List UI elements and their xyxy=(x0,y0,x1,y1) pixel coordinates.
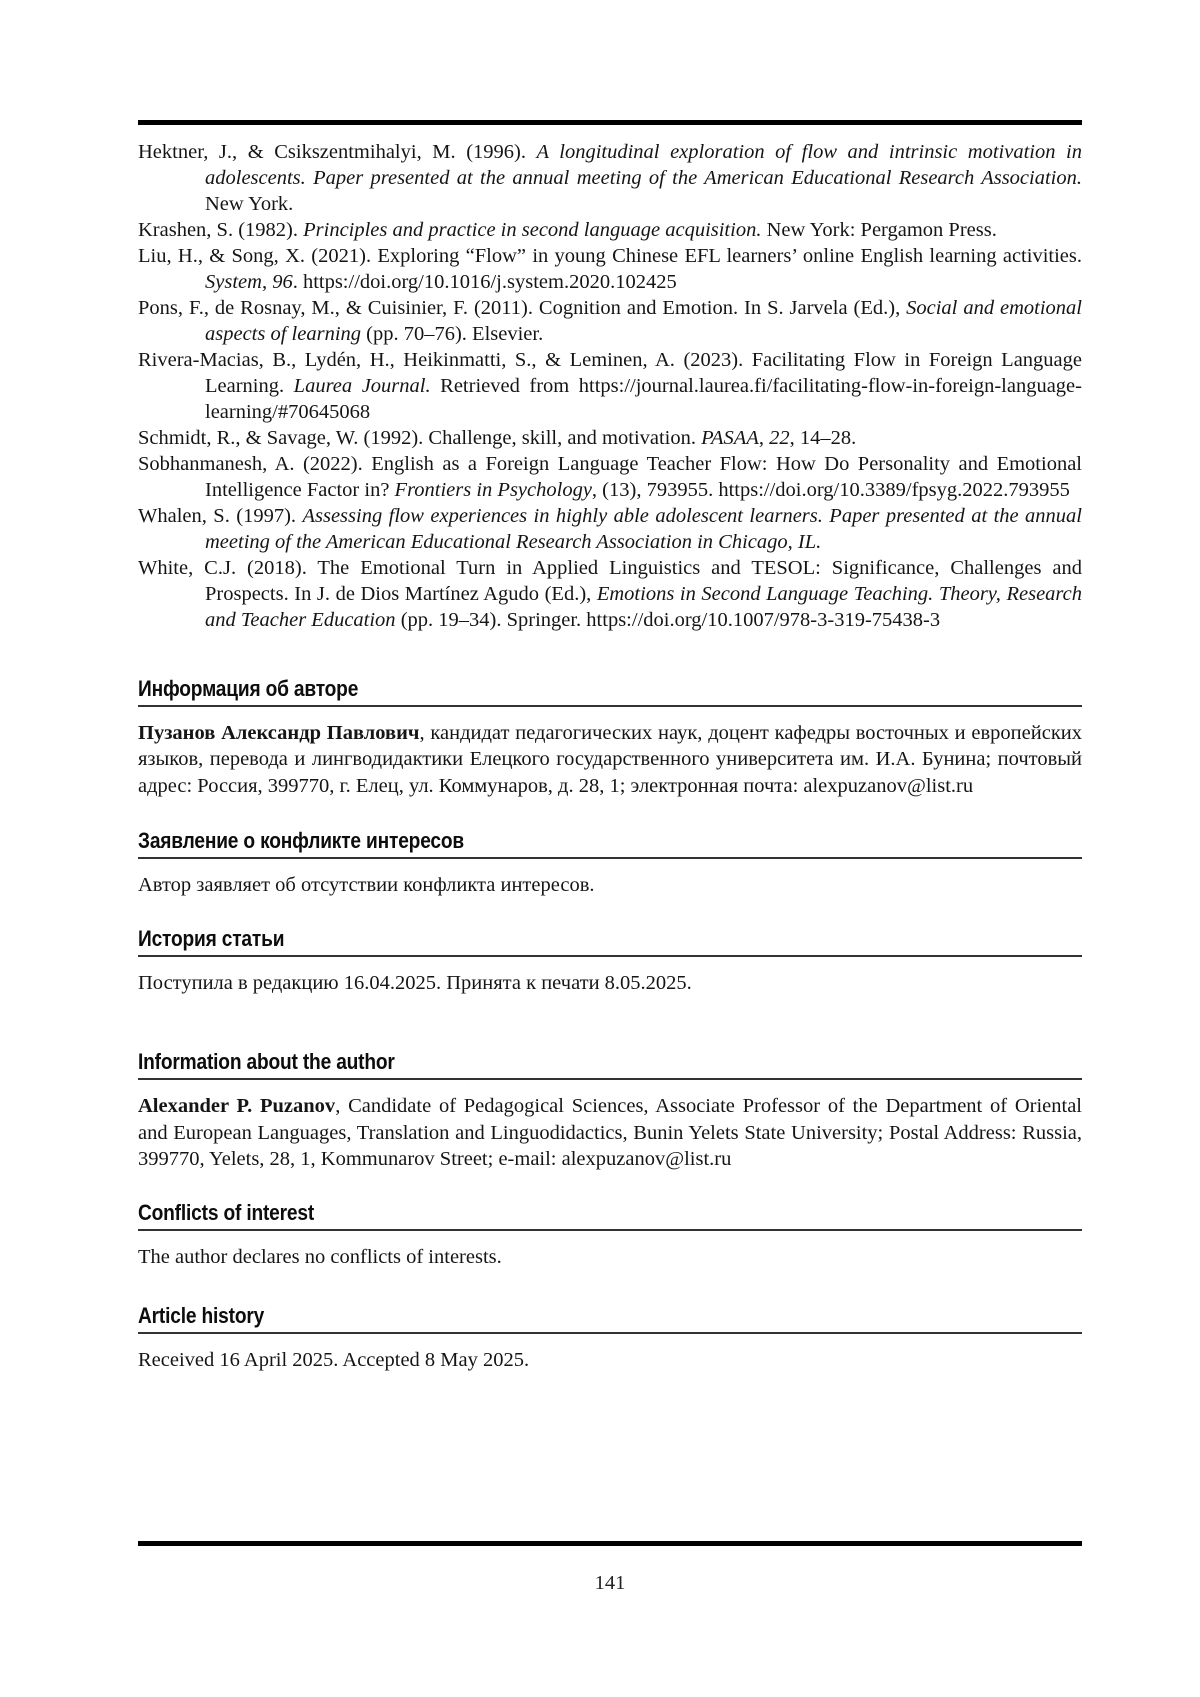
text-segment: Retrieved from https://journal.laurea.fi/facilitating-flow-in-foreign-language-learning/#70645068 xyxy=(205,374,1082,423)
text-segment: Пузанов Александр Павлович xyxy=(138,721,420,744)
reference-entry xyxy=(138,295,1082,347)
text-segment: , xyxy=(758,426,770,449)
text-segment: . https://doi.org/10.1016/j.system.2020.102425 xyxy=(292,270,677,293)
section-heading-text: Information about the author xyxy=(138,1049,395,1074)
page-number: 141 xyxy=(594,1572,626,1594)
reference-entry xyxy=(138,139,1082,217)
section-heading-author-info-en xyxy=(138,1050,1082,1080)
text-segment: Emotions in Second Language Teaching. Theory, Research and Teacher Education xyxy=(205,582,1082,631)
section-article-history-ru xyxy=(138,927,1082,997)
text-segment: Alexander P. Puzanov xyxy=(138,1095,336,1117)
section-heading-text: Информация об авторе xyxy=(138,675,359,701)
text-segment: PASAA xyxy=(701,426,759,449)
section-heading-text: Заявление о конфликте интересов xyxy=(138,828,465,853)
conflicts-ru-paragraph xyxy=(138,872,1082,899)
text-segment: , кандидат педагогических наук, доцент кафедры восточных и европейских языков, перевода и лингводидактики Елецкого государственного университета им. И.А. Бунина; почтовый адрес: Россия, 399770, г. Елец, ул. Коммунаров, д. 28, 1; электронная почта: alexpuzanov@list.ru xyxy=(138,721,1083,797)
text-segment: Hektner, J., & Csikszentmihalyi, M. (1996). xyxy=(138,140,537,163)
section-heading-text: Conflicts of interest xyxy=(138,1199,315,1225)
reference-entry xyxy=(138,503,1082,555)
text-segment: Received 16 April 2025. Accepted 8 May 2025. xyxy=(138,1349,530,1371)
text-segment: Laurea Journal. xyxy=(293,374,431,397)
text-segment: Автор заявляет об отсутствии конфликта интересов. xyxy=(138,874,595,896)
section-heading-article-history-ru xyxy=(138,927,1082,957)
text-segment: Frontiers in Psychology xyxy=(394,478,592,501)
section-heading-text: Article history xyxy=(138,1303,265,1328)
section-heading-conflicts-en xyxy=(138,1201,1082,1231)
reference-entry xyxy=(138,217,1082,243)
text-segment: Rivera-Macias, B., Lydén, H., Heikinmatti, S., & Leminen, A. (2023). Facilitating Flow in Foreign Language Learning. xyxy=(138,348,1082,397)
text-segment: White, C.J. (2018). The Emotional Turn in Applied Linguistics and TESOL: Significance, Challenges and Prospects. In J. de Dios Martínez Agudo (Ed.), xyxy=(138,556,1082,605)
page-content xyxy=(138,0,1082,1374)
text-segment: Social and emotional aspects of learning xyxy=(205,296,1082,345)
section-author-info-en xyxy=(138,1050,1082,1173)
conflicts-en-paragraph xyxy=(138,1244,1082,1271)
text-segment: , Candidate of Pedagogical Sciences, Associate Professor of the Department of Oriental and European Languages, Translation and Linguodidactics, Bunin Yelets State University; Postal Address: Russia, 399770, Yelets, 28, 1, Kommunarov Street; e-mail: alexpuzanov@list.ru xyxy=(138,1095,1082,1170)
reference-entry xyxy=(138,555,1082,633)
text-segment: Поступила в редакцию 16.04.2025. Принята к печати 8.05.2025. xyxy=(138,971,692,994)
bottom-rule xyxy=(138,1541,1082,1546)
section-heading-conflicts-ru xyxy=(138,829,1082,859)
references-section xyxy=(138,139,1082,633)
section-heading-article-history-en xyxy=(138,1304,1082,1334)
text-segment: Principles and practice in second language acquisition. xyxy=(303,218,762,241)
text-segment: A longitudinal exploration of flow and intrinsic motivation in adolescents. Paper presented at the annual meeting of the American Educational Research Association. xyxy=(205,140,1082,189)
text-segment: Liu, H., & Song, X. (2021). Exploring “Flow” in young Chinese EFL learners’ online English learning activities. xyxy=(138,244,1082,267)
text-segment: 96 xyxy=(272,270,293,293)
text-segment: , 14–28. xyxy=(789,426,857,449)
text-segment: Krashen, S. (1982). xyxy=(138,218,304,241)
reference-entry xyxy=(138,425,1082,451)
text-segment: Sobhanmanesh, A. (2022). English as a Foreign Language Teacher Flow: How Do Personality and Emotional Intelligence Factor in? xyxy=(138,452,1082,501)
top-rule xyxy=(138,120,1082,125)
reference-entry xyxy=(138,451,1082,503)
author-info-en-paragraph xyxy=(138,1093,1082,1173)
text-segment: New York. xyxy=(205,192,294,215)
reference-entry xyxy=(138,347,1082,425)
section-conflicts-en xyxy=(138,1201,1082,1271)
text-segment: Schmidt, R., & Savage, W. (1992). Challenge, skill, and motivation. xyxy=(138,426,702,449)
article-history-ru-paragraph xyxy=(138,970,1082,997)
author-info-ru-paragraph xyxy=(138,720,1082,800)
text-segment: System xyxy=(205,270,262,293)
section-article-history-en xyxy=(138,1304,1082,1374)
text-segment: Assessing flow experiences in highly able adolescent learners. Paper presented at the annual meeting of the American Educational Research Association in Chicago, IL. xyxy=(205,504,1082,553)
reference-entry xyxy=(138,243,1082,295)
text-segment: The author declares no conflicts of interests. xyxy=(138,1245,502,1268)
section-author-info-ru xyxy=(138,677,1082,800)
text-segment: (pp. 19–34). Springer. https://doi.org/10.1007/978-3-319-75438-3 xyxy=(395,608,941,631)
section-heading-text: История статьи xyxy=(138,925,285,951)
text-segment: Pons, F., de Rosnay, M., & Cuisinier, F. (2011). Cognition and Emotion. In S. Jarvela (Ed.), xyxy=(138,296,907,319)
text-segment: , xyxy=(261,270,273,293)
text-segment: (pp. 70–76). Elsevier. xyxy=(361,322,544,345)
text-segment: New York: Pergamon Press. xyxy=(761,218,997,241)
text-segment: Whalen, S. (1997). xyxy=(138,504,303,527)
section-heading-author-info-ru xyxy=(138,677,1082,707)
article-history-en-paragraph xyxy=(138,1347,1082,1374)
section-conflicts-ru xyxy=(138,829,1082,899)
text-segment: , (13), 793955. https://doi.org/10.3389/fpsyg.2022.793955 xyxy=(591,478,1070,501)
text-segment: 22 xyxy=(769,426,790,449)
